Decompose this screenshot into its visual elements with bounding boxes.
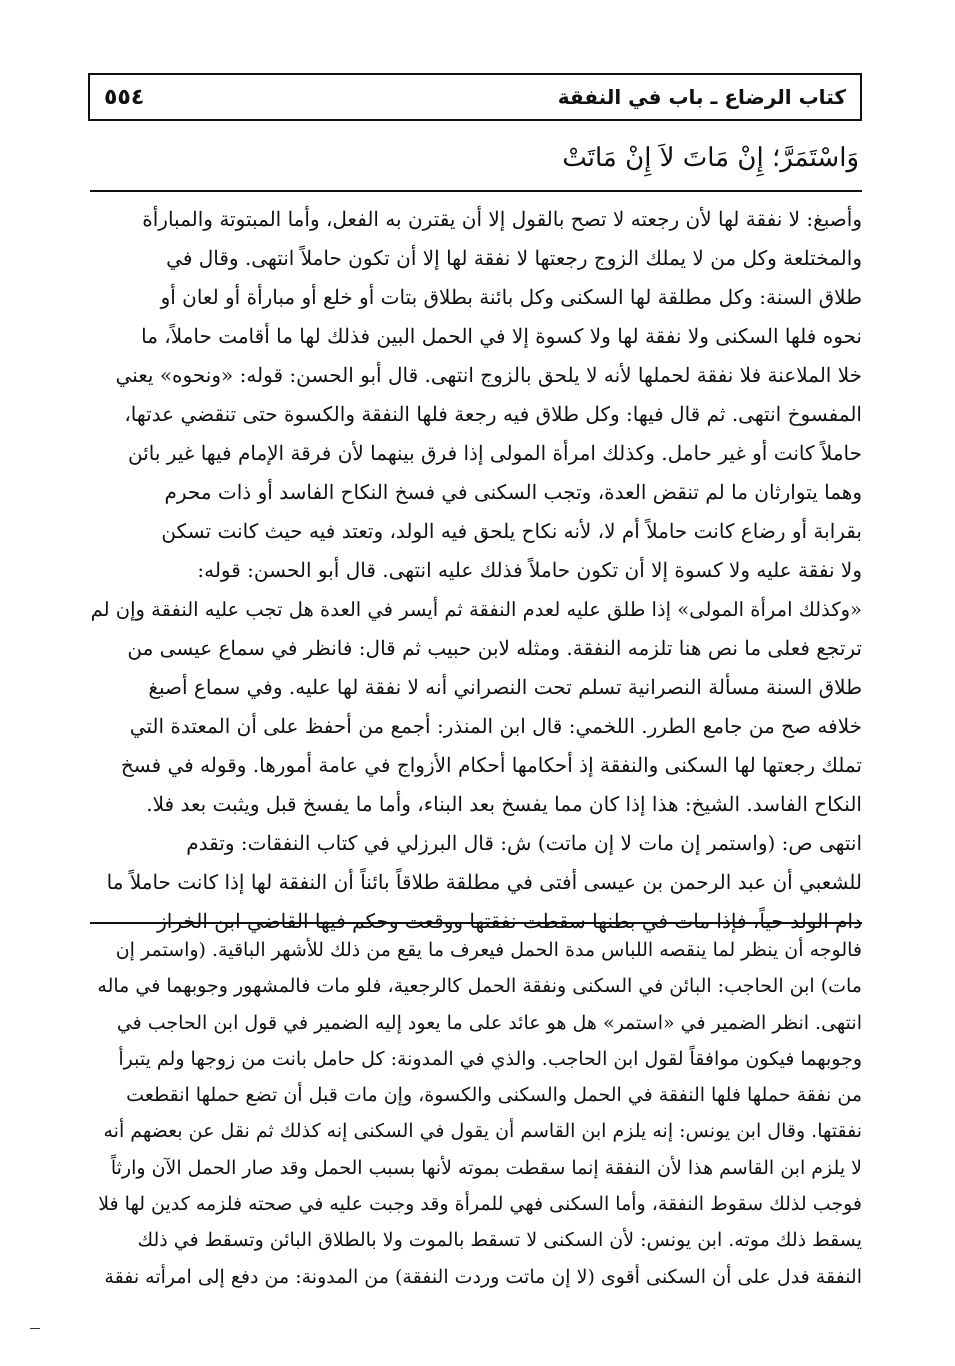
commentary-line: والمختلعة وكل من لا يملك الزوج رجعتها لا نفقة لها إلا أن تكون حاملاً انتهى. وقال في	[166, 246, 862, 270]
commentary-line: بقرابة أو رضاع كانت حاملاً أم لا، لأنه نكاح يلحق فيه الولد، وتعتد فيه حيث كانت تسكن	[161, 519, 862, 543]
commentary-line: وهما يتوارثان ما لم تنقض العدة، وتجب السكنى في فسخ النكاح الفاسد أو ذات محرم	[164, 480, 862, 504]
commentary-line: ترتجع فعلى ما نص هنا تلزمه النفقة. ومثله لابن حبيب ثم قال: فانظر في سماع عيسى من	[127, 636, 862, 660]
running-title: كتاب الرضاع ـ باب في النفقة	[557, 85, 846, 109]
commentary-line: دام الولد حياً، فإذا مات في بطنها سقطت نفقتها ووقعت وحكم فيها القاضي ابن الخراز	[157, 909, 862, 933]
commentary-line: للشعبي أن عبد الرحمن بن عيسى أفتى في مطلقة طلاقاً بائناً أن النفقة لها إذا كانت حاملاً ما	[106, 870, 862, 894]
matn-separator	[90, 190, 862, 192]
page-number: ٥٥٤	[104, 84, 145, 110]
footnote-line: نفقتها. وقال ابن يونس: إنه يلزم ابن القاسم أن يقول في السكنى إنه كذلك ثم نقل عن بعضهم أنه	[103, 1120, 862, 1143]
commentary-line: نحوه فلها السكنى ولا نفقة لها ولا كسوة إلا في الحمل البين فذلك لها ما أقامت حاملاً، ما	[141, 324, 862, 348]
commentary-line: حاملاً كانت أو غير حامل. وكذلك امرأة المولى إذا فرق بينهما لأن فرقة الإمام فيها غير بائن	[128, 441, 862, 465]
footnotes-body	[90, 932, 862, 1295]
commentary-line: «وكذلك امرأة المولى» إذا طلق عليه لعدم النفقة ثم أيسر في العدة هل تجب عليه النفقة وإن لم	[90, 598, 862, 621]
footnote-line: انتهى. انظر الضمير في «استمر» هل هو عائد على ما يعود إليه الضمير في قول ابن الحاجب في	[116, 1011, 862, 1034]
commentary-line: وأصبغ: لا نفقة لها لأن رجعته لا تصح بالقول إلا أن يقترن به الفعل، وأما المبتوتة والمبارأة	[142, 207, 862, 231]
commentary-line: النكاح الفاسد. الشيخ: هذا إذا كان مما يفسخ بعد البناء، وأما ما يفسخ قبل ويثبت بعد فلا.	[146, 792, 862, 816]
commentary-line: تملك رجعتها لها السكنى والنفقة إذ أحكامها أحكام الأزواج في عامة أمورها. وقوله في فسخ	[120, 753, 862, 777]
commentary-line: انتهى ص: (واستمر إن مات لا إن ماتت) ش: قال البرزلي في كتاب النفقات: وتقدم	[186, 831, 862, 855]
commentary-line: طلاق السنة: وكل مطلقة لها السكنى وكل بائنة بطلاق بتات أو خلع أو مبارأة أو لعان أو	[160, 285, 862, 309]
commentary-line: ولا نفقة عليه ولا كسوة إلا أن تكون حاملاً فذلك عليه انتهى. قال أبو الحسن: قوله:	[197, 558, 862, 582]
footnote-line: من نفقة حملها فلها النفقة في الحمل والسكنى والكسوة، وإن مات قبل أن تضع حملها انقطعت	[126, 1084, 862, 1107]
commentary-body	[90, 200, 862, 941]
page-header	[88, 73, 862, 121]
commentary-line: خلا الملاعنة فلا نفقة لحملها لأنه لا يلحق بالزوج انتهى. قال أبو الحسن: قوله: «ونحوه» يعني	[115, 363, 862, 387]
commentary-line: خلافه صح من جامع الطرر. اللخمي: قال ابن المنذر: أجمع من أحفظ على أن المعتدة التي	[129, 714, 862, 738]
footnote-line: وجوبهما فيكون موافقاً لقول ابن الحاجب. والذي في المدونة: كل حامل بانت من زوجها ولم يتبرأ	[118, 1047, 862, 1070]
commentary-line: طلاق السنة مسألة النصرانية تسلم تحت النصراني أنه لا نفقة لها عليه. وفي سماع أصبغ	[148, 675, 862, 699]
footnote-separator	[90, 922, 862, 924]
footnote-line: فوجب لذلك سقوط النفقة، وأما السكنى فهي للمرأة وقد وجبت عليه في صحته فلزمه كدين لها فلا	[98, 1193, 862, 1216]
footnote-line: يسقط ذلك موته. ابن يونس: لأن السكنى لا تسقط بالموت ولا بالطلاق البائن وتسقط في ذلك	[137, 1229, 862, 1252]
footnote-line: فالوجه أن ينظر لما ينقصه اللباس مدة الحمل فيعرف ما يقع من ذلك للأشهر الباقية. (واستمر إن	[115, 939, 862, 961]
footnote-line: النفقة فدل على أن السكنى أقوى (لا إن ماتت وردت النفقة) من المدونة: من دفع إلى امرأته نفقة	[104, 1265, 862, 1288]
commentary-line: المفسوخ انتهى. ثم قال فيها: وكل طلاق فيه رجعة فلها النفقة والكسوة حتى تنقضي عدتها،	[124, 402, 862, 426]
footnote-line: لا يلزم ابن القاسم هذا لأن النفقة إنما سقطت بموته لأنها بسبب الحمل وقد صار الحمل الآن وارثاً	[110, 1156, 862, 1179]
margin-mark	[30, 1328, 40, 1329]
matn-text: وَاسْتَمَرَّ؛ إِنْ مَاتَ لاَ إِنْ مَاتَتْ	[562, 143, 859, 173]
footnote-line: مات) ابن الحاجب: البائن في السكنى ونفقة الحمل كالرجعية، فلو مات فالمشهور وجوبهما في ماله	[97, 975, 862, 998]
